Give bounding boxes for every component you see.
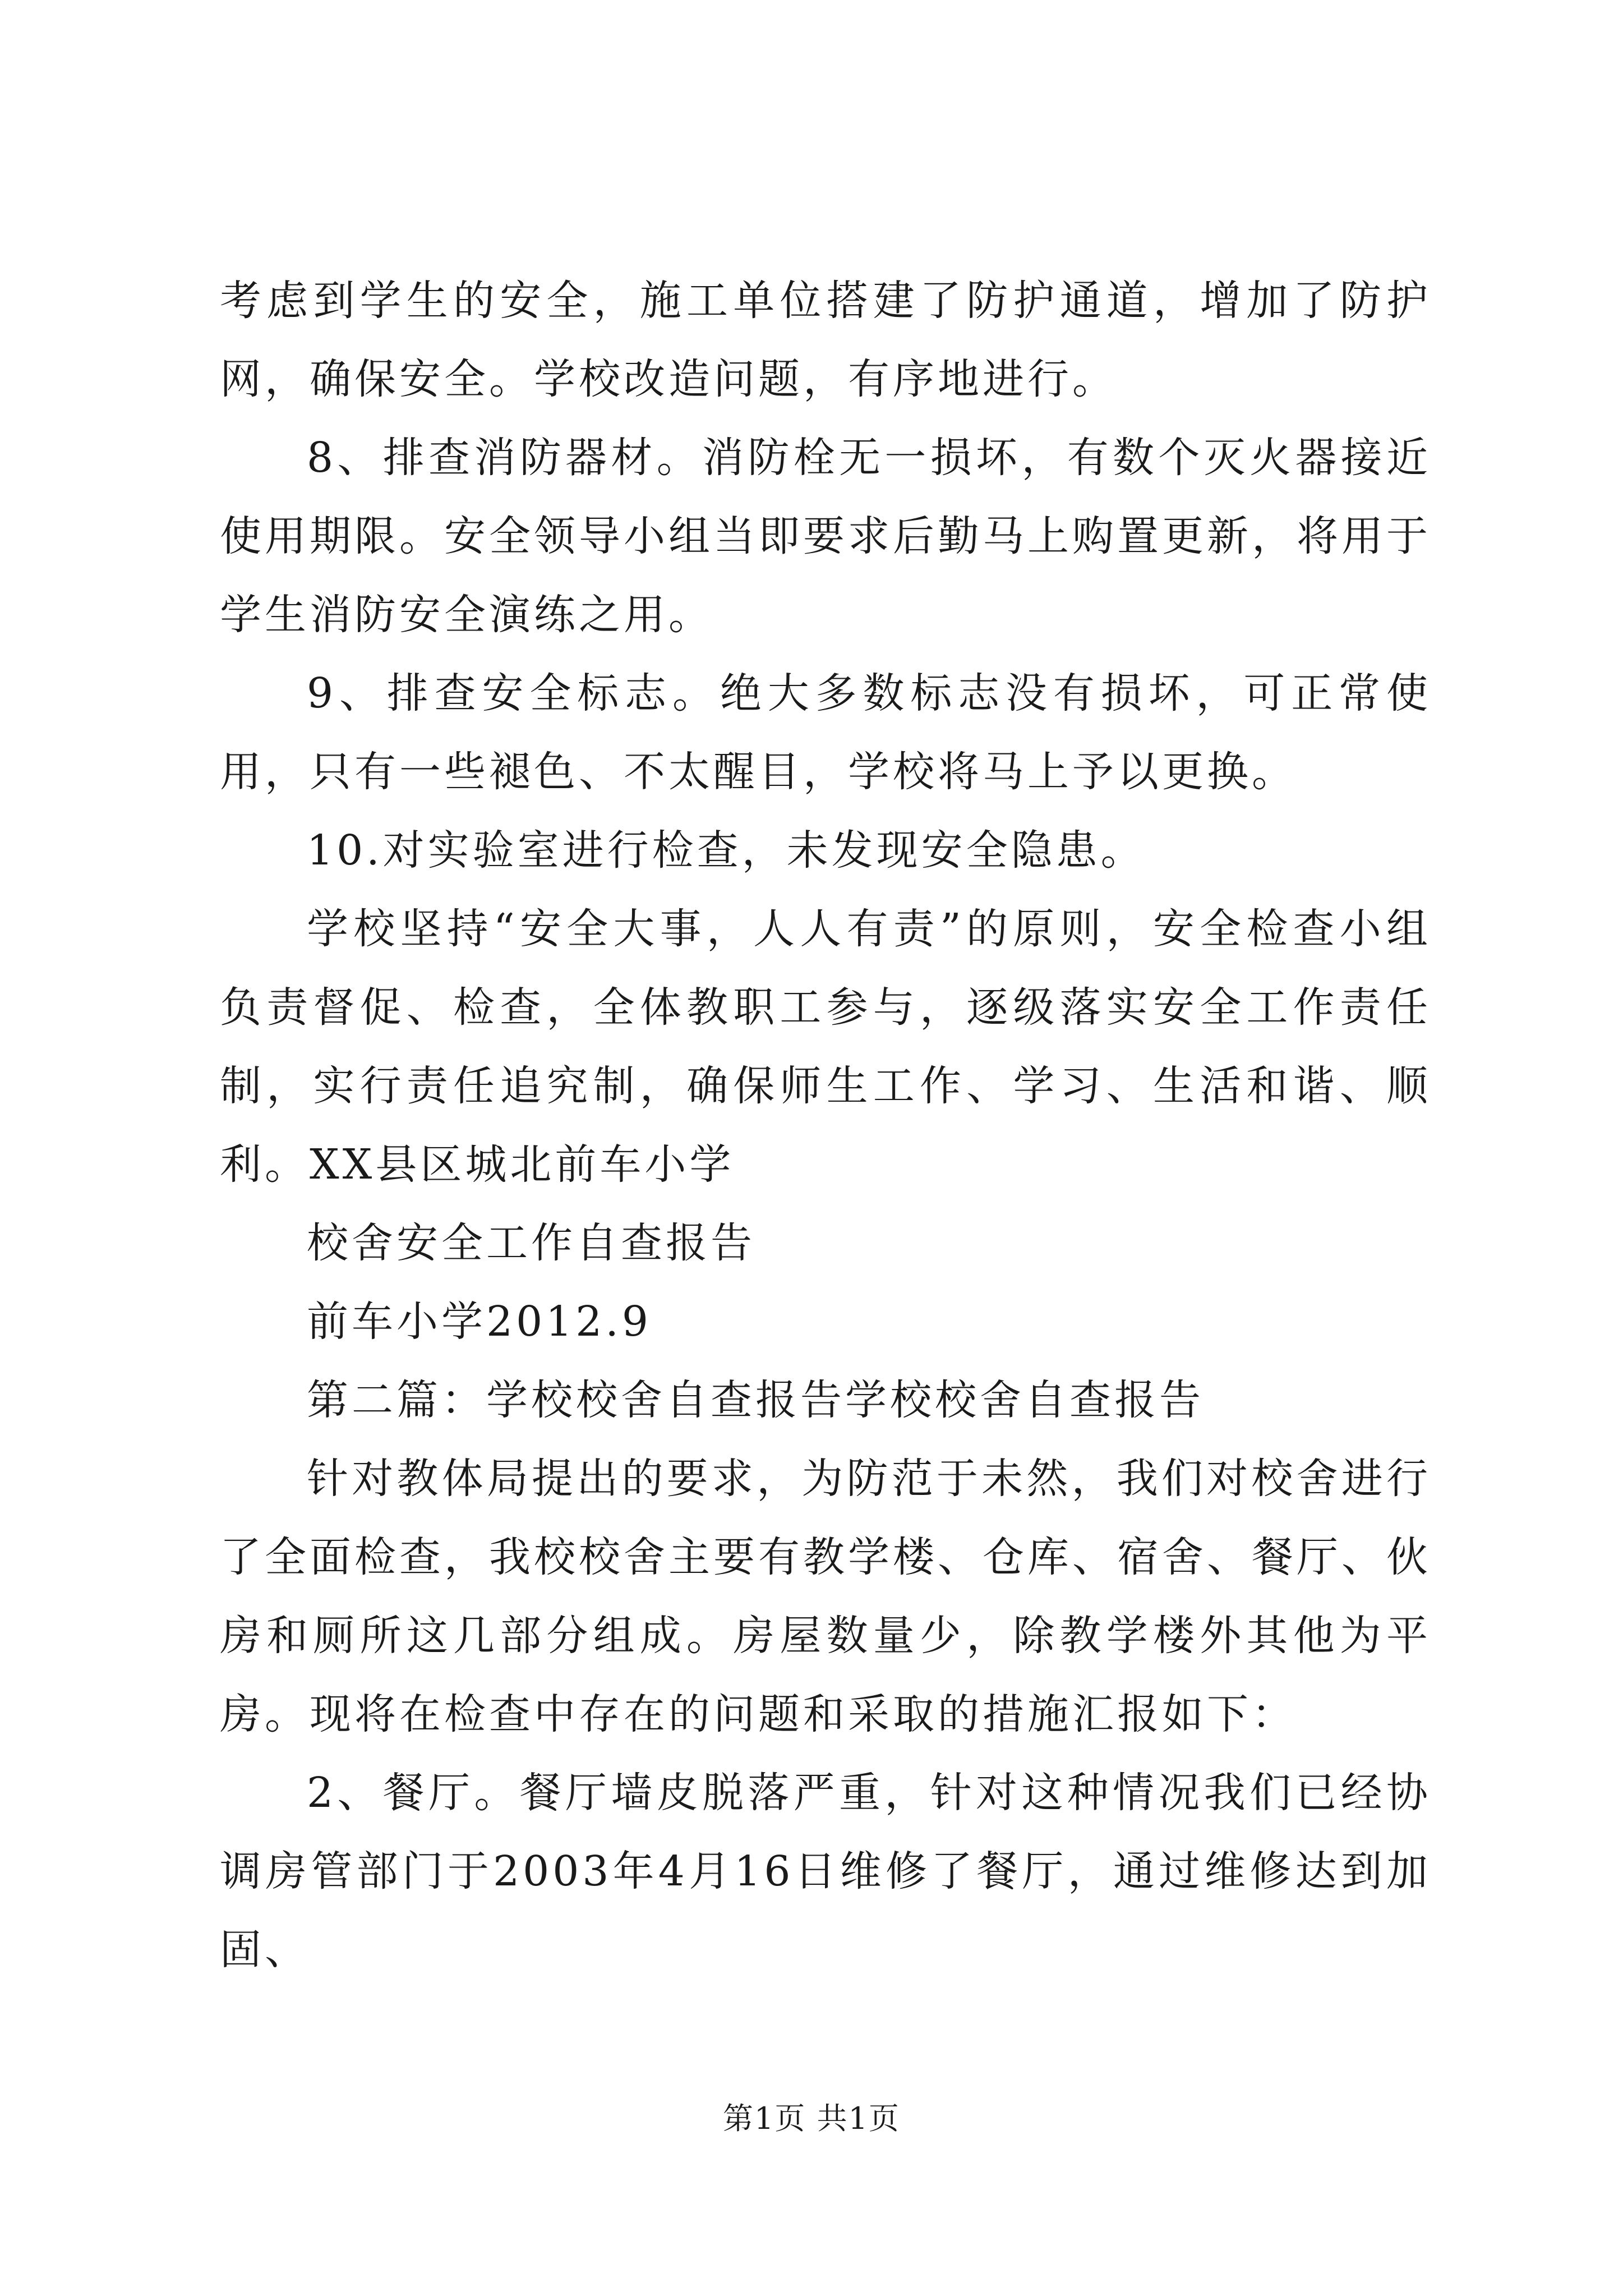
document-body: [220, 261, 1431, 1989]
paragraph-safety-signs-check: 9、排查安全标志。绝大多数标志没有损坏，可正常使用，只有一些褪色、不太醒目，学校将马上予以更换。: [220, 669, 1431, 796]
paragraph-safety-principle: 学校坚持“安全大事，人人有责”的原则，安全检查小组负责督促、检查，全体教职工参与，逐级落实安全工作责任制，实行责任追究制，确保师生工作、学习、生活和谐、顺利。XX县区城北前车小学: [220, 905, 1431, 1189]
paragraph-fire-equipment-check: 8、排查消防器材。消防栓无一损坏，有数个灭火器接近使用期限。安全领导小组当即要求后勤马上购置更新，将用于学生消防安全演练之用。: [220, 434, 1431, 639]
report-signature-date: 前车小学2012.9: [307, 1297, 652, 1346]
paragraph-safety-construction: 考虑到学生的安全，施工单位搭建了防护通道，增加了防护网，确保安全。学校改造问题，有序地进行。: [220, 277, 1431, 403]
page-footer-number: 第1页 共1页: [723, 2101, 900, 2136]
section-heading-second-part: 第二篇：学校校舍自查报告学校校舍自查报告: [307, 1376, 1204, 1424]
report-title-line: 校舍安全工作自查报告: [307, 1219, 755, 1267]
paragraph-lab-check: 10.对实验室进行检查，未发现安全隐患。: [307, 826, 1146, 875]
paragraph-dining-hall: 2、餐厅。餐厅墙皮脱落严重，针对这种情况我们已经协调房管部门于2003年4月16日维修了餐厅，通过维修达到加固、: [220, 1769, 1431, 1974]
paragraph-inspection-intro: 针对教体局提出的要求，为防范于未然，我们对校舍进行了全面检查，我校校舍主要有教学楼、仓库、宿舍、餐厅、伙房和厕所这几部分组成。房屋数量少，除教学楼外其他为平房。现将在检查中存在的问题和采取的措施汇报如下：: [220, 1455, 1431, 1738]
